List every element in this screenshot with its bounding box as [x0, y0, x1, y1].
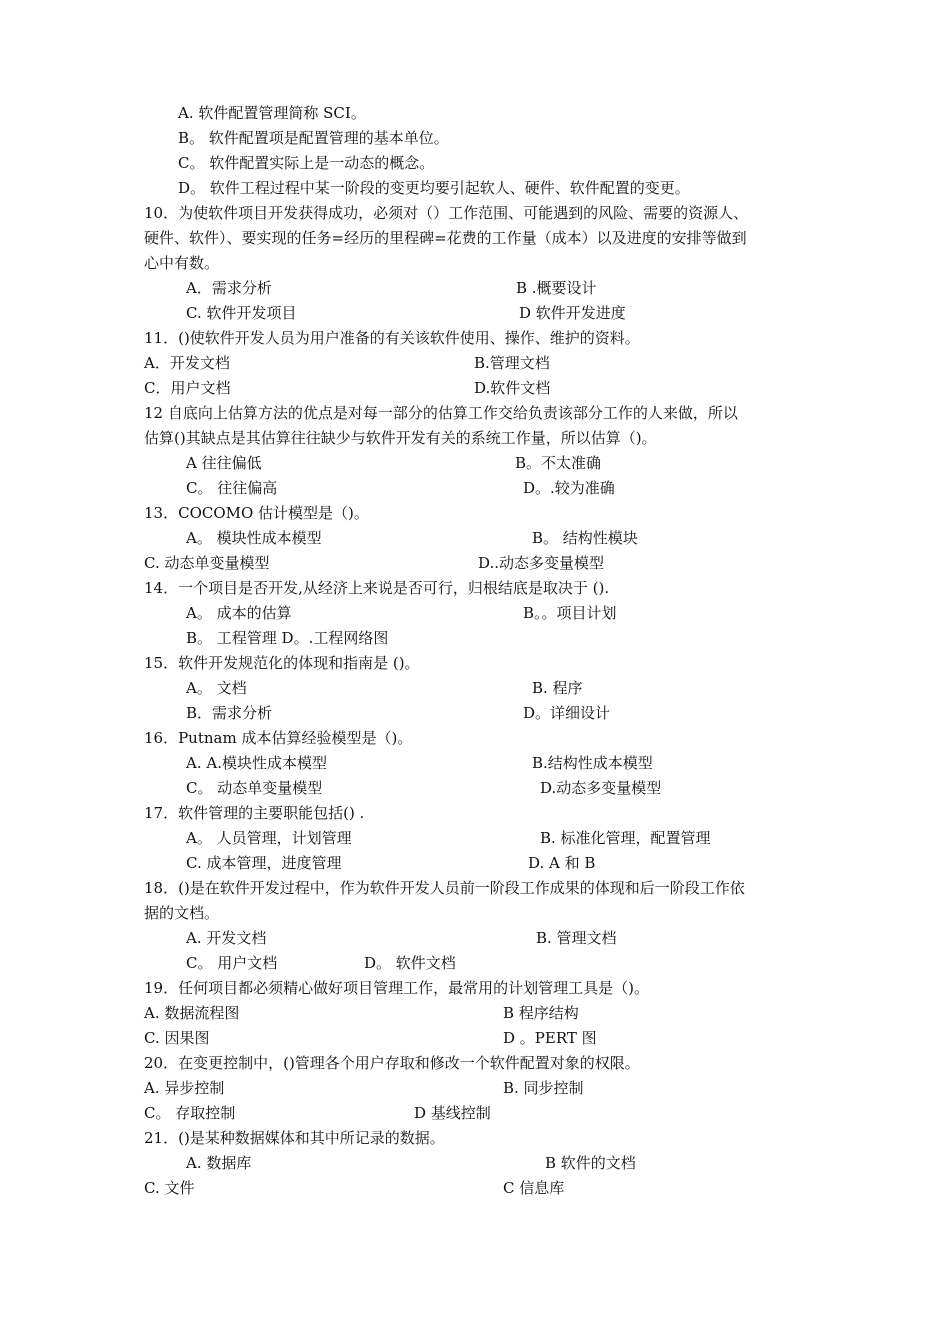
- q21-option-d: C 信息库: [503, 1179, 565, 1197]
- q10-stem-line-2: 硬件、软件）、要实现的任务=经历的里程碑=花费的工作量（成本）以及进度的安排等做到: [144, 229, 747, 247]
- q18-option-c: C。 用户文档: [186, 954, 278, 972]
- q13-option-c: C. 动态单变量模型: [144, 554, 270, 572]
- q19-option-b: B 程序结构: [503, 1004, 579, 1022]
- q12-option-a: A 往往偏低: [186, 454, 262, 472]
- q11-option-a: A．开发文档: [144, 354, 230, 372]
- q17-option-b: B. 标准化管理，配置管理: [540, 829, 711, 847]
- q9-option-a: A. 软件配置管理简称 SCI。: [178, 104, 366, 122]
- q18-option-b: B. 管理文档: [536, 929, 617, 947]
- q20-option-a: A. 异步控制: [144, 1079, 225, 1097]
- q21-option-a: A. 数据库: [186, 1154, 252, 1172]
- q17-stem: 17．软件管理的主要职能包括() .: [144, 804, 365, 822]
- q20-stem: 20．在变更控制中，()管理各个用户存取和修改一个软件配置对象的权限。: [144, 1054, 640, 1072]
- q18-option-a: A. 开发文档: [186, 929, 267, 947]
- q10-option-b: B .概要设计: [516, 279, 597, 297]
- q10-option-a: A．需求分析: [186, 279, 272, 297]
- q19-option-d: D 。PERT 图: [503, 1029, 597, 1047]
- q15-option-a: A。 文档: [186, 679, 247, 697]
- q19-stem: 19．任何项目都必须精心做好项目管理工作，最常用的计划管理工具是（)。: [144, 979, 649, 997]
- q14-option-b: B。。项目计划: [523, 604, 617, 622]
- q13-option-b: B。 结构性模块: [532, 529, 638, 547]
- q15-option-d: D。详细设计: [523, 704, 611, 722]
- q10-stem-line-3: 心中有数。: [144, 254, 220, 272]
- q10-option-c: C. 软件开发项目: [186, 304, 297, 322]
- q11-stem: 11．()使软件开发人员为用户准备的有关该软件使用、操作、维护的资料。: [144, 329, 640, 347]
- q10-option-d: D 软件开发进度: [519, 304, 626, 322]
- q12-stem-line-2: 估算()其缺点是其估算往往缺少与软件开发有关的系统工作量，所以估算（)。: [144, 429, 657, 447]
- q16-stem: 16．Putnam 成本估算经验模型是（)。: [144, 729, 413, 747]
- q12-option-b: B。不太准确: [515, 454, 602, 472]
- q11-option-b: B.管理文档: [474, 354, 550, 372]
- q17-option-a: A。 人员管理，计划管理: [186, 829, 352, 847]
- q13-option-d: D..动态多变量模型: [478, 554, 605, 572]
- q9-option-d: D。 软件工程过程中某一阶段的变更均要引起软人、硬件、软件配置的变更。: [178, 179, 690, 197]
- q20-option-c: C。 存取控制: [144, 1104, 236, 1122]
- q21-stem: 21．()是某种数据媒体和其中所记录的数据。: [144, 1129, 445, 1147]
- q14-option-a: A。 成本的估算: [186, 604, 292, 622]
- q12-option-d: D。.较为准确: [523, 479, 615, 497]
- q9-option-b: B。 软件配置项是配置管理的基本单位。: [178, 129, 449, 147]
- q18-stem-line-2: 据的文档。: [144, 904, 220, 922]
- q12-stem-line-1: 12 自底向上估算方法的优点是对每一部分的估算工作交给负责该部分工作的人来做，所以: [144, 404, 738, 422]
- q13-stem: 13．COCOMO 估计模型是（)。: [144, 504, 369, 522]
- q15-stem: 15．软件开发规范化的体现和指南是 ()。: [144, 654, 420, 672]
- q19-option-c: C. 因果图: [144, 1029, 210, 1047]
- q17-option-c: C. 成本管理，进度管理: [186, 854, 342, 872]
- q16-option-d: D.动态多变量模型: [540, 779, 662, 797]
- q15-option-b: B. 程序: [532, 679, 583, 697]
- q20-option-b: B. 同步控制: [503, 1079, 584, 1097]
- q10-stem-line-1: 10．为使软件项目开发获得成功，必须对（）工作范围、可能遇到的风险、需要的资源人、: [144, 204, 749, 222]
- q21-option-b: B 软件的文档: [545, 1154, 636, 1172]
- q16-option-a: A. A.模块性成本模型: [186, 754, 327, 772]
- q17-option-d: D. A 和 B: [528, 854, 596, 872]
- q18-option-d: D。 软件文档: [364, 954, 456, 972]
- q12-option-c: C。 往往偏高: [186, 479, 278, 497]
- q20-option-d: D 基线控制: [414, 1104, 491, 1122]
- q14-options-c-d: B。 工程管理 D。.工程网络图: [186, 629, 389, 647]
- q11-option-d: D.软件文档: [474, 379, 551, 397]
- q11-option-c: C．用户文档: [144, 379, 231, 397]
- q19-option-a: A. 数据流程图: [144, 1004, 240, 1022]
- q13-option-a: A。 模块性成本模型: [186, 529, 322, 547]
- q14-stem: 14．一个项目是否开发,从经济上来说是否可行，归根结底是取决于 ().: [144, 579, 610, 597]
- q16-option-c: C。 动态单变量模型: [186, 779, 323, 797]
- q16-option-b: B.结构性成本模型: [532, 754, 653, 772]
- q21-option-c: C. 文件: [144, 1179, 195, 1197]
- q15-option-c: B．需求分析: [186, 704, 273, 722]
- q9-option-c: C。 软件配置实际上是一动态的概念。: [178, 154, 435, 172]
- q18-stem-line-1: 18．()是在软件开发过程中，作为软件开发人员前一阶段工作成果的体现和后一阶段工作依: [144, 879, 745, 897]
